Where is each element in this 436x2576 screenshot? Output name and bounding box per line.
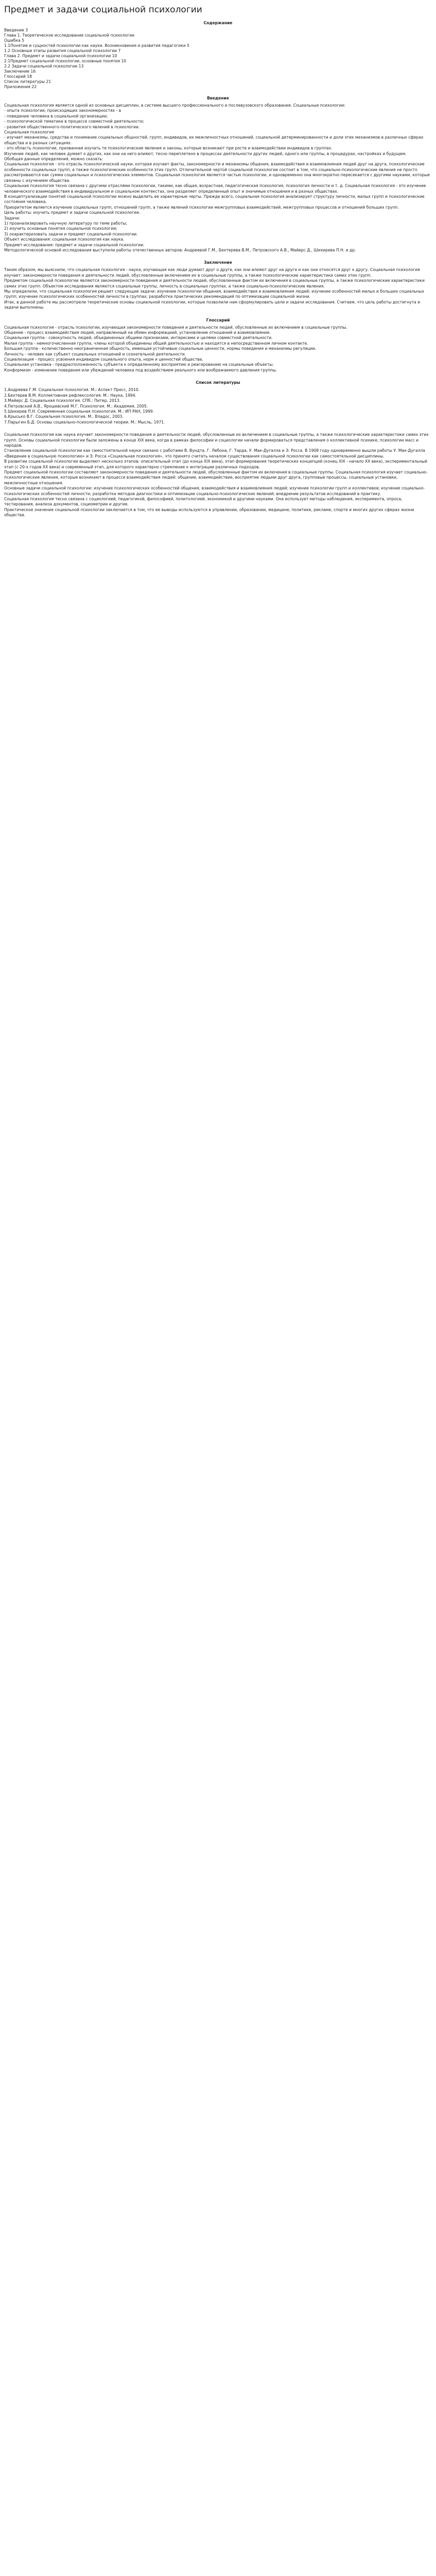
- paragraph: Социальная психология - отрасль психологии, изучающая закономерности поведения и деятельности людей, обусловленные их включением в социальные группы.: [4, 325, 347, 330]
- paragraph: Цель работы: изучить предмет и задачи социальной психологии.: [4, 210, 141, 215]
- toc-item: 1.2 Основные этапы развития социальной психологии 7: [4, 48, 121, 53]
- paragraph: 3) охарактеризовать задачи и предмет социальной психологии.: [4, 231, 138, 236]
- contents-heading: Содержание: [203, 21, 233, 25]
- paragraph: Методологической основой исследования выступили работы отечественных авторов: Андреевой Г.М., Бехтерева В.М., Петровского А.В., Майерс Д., Шихирева П.Н. и др.: [4, 247, 356, 252]
- paragraph: Социальная психология тесно связана с другими отраслями психологии, такими, как общая, возрастная, педагогическая психология, психология личности и т. д. Социальная психология - это изучение человеческого взаимодействия в индивидуальном и социальном контекстах, она разделяет определенный опыт и значимые отношения и в разных обществах.: [4, 183, 426, 194]
- paragraph: 6.Крысько В.Г. Социальная психология. М.: Владос, 2003.: [4, 414, 124, 419]
- toc-item: Ошибка 5: [4, 38, 25, 43]
- toc-item: Приложения 22: [4, 84, 37, 89]
- paragraph: - поведение человека в социальной организации;: [4, 113, 108, 118]
- paragraph: - психологической тематике в процессе совместной деятельности;: [4, 119, 144, 124]
- paragraph: - это область психологии, призванная изучать те психологические явления и законы, которые возникают при росте и взаимодействии индивидов в группах.: [4, 146, 333, 151]
- toc-item: Введение 3: [4, 28, 28, 32]
- toc-item: 2.1Предмет социальной психологии, основные понятия 10: [4, 59, 127, 63]
- paragraph: Практическое значение социальной психологии заключается в том, что ее выводы используются в управлении, образовании, медицине, политике, рекламе, спорте и многих других сферах жизни общества.: [4, 507, 414, 518]
- paragraph: 7.Парыгин Б.Д. Основы социально-психологической теории. М.: Мысль, 1971.: [4, 419, 165, 425]
- paragraph: Социальная психология является одной из основных дисциплин, в системе высшего профессионального и послевузовского образования. Социальные психологии:: [4, 103, 345, 108]
- paragraph: - опыта психологии, происходящих закономерностях - в: [4, 108, 121, 113]
- section-heading: Список литературы: [196, 380, 240, 385]
- paragraph: 1) проанализировать научную литературу по теме работы;: [4, 221, 128, 226]
- paragraph: Объект исследования: социальная психология как наука.: [4, 237, 125, 242]
- document-page: [0, 0, 436, 536]
- paragraph: Социализация - процесс усвоения индивидом социального опыта, норм и ценностей общества.: [4, 357, 203, 362]
- paragraph: Общение - процесс взаимодействия людей, направленный на обмен информацией, установление отношений и взаимовлияние.: [4, 330, 271, 335]
- section-heading: Глоссарий: [206, 317, 230, 323]
- paragraph: Конформизм - изменение поведения или убеждений человека под воздействием реального или воображаемого давления группы.: [4, 367, 277, 372]
- toc-item: 2.2 Задачи социальной психологии 13: [4, 64, 84, 69]
- paragraph: Предмет социальной психологии составляют закономерности поведения и деятельности людей, обусловленные фактом их включения в социальные группы. Социальная психология изучает социально-психологические явления, которые возникают в процессе взаимодействия людей: общение, взаимодействие, восприятие людьми друг друга, групповые процессы, социальные установки, межличностные отношения.: [4, 469, 428, 485]
- paragraph: Социальная психология тесно связана с социологией, педагогикой, философией, политологией, экономикой и другими науками. Она использует методы наблюдения, эксперимента, опроса, тестирования, анализа документов, социометрии и другие.: [4, 497, 403, 507]
- document-title: Предмет и задачи социальной психологии: [4, 5, 202, 15]
- document-section: [4, 260, 432, 310]
- document-section: [4, 380, 432, 425]
- paragraph: Мы определили, что социальная психология решает следующие задачи: изучение психологии общения, взаимодействия и взаимовлияния людей; изучение особенностей малых и больших социальных групп; изучение психологических особенностей личности в группах; разработка практических рекомендаций по оптимизации социальной жизни.: [4, 289, 425, 299]
- toc-item: Глоссарий 18: [4, 74, 32, 79]
- document-body-text: [4, 432, 432, 518]
- paragraph: Социальная группа - совокупность людей, объединенных общими признаками, интересами и целями совместной деятельности.: [4, 335, 273, 341]
- section-heading: Заключение: [204, 260, 232, 265]
- paragraph: Предмет исследования: предмет и задачи социальной психологии.: [4, 242, 145, 247]
- paragraph: Малая группа - немногочисленная группа, члены которой объединены общей деятельностью и находятся в непосредственном личном контакте.: [4, 341, 308, 346]
- paragraph: Личность - человек как субъект социальных отношений и сознательной деятельности.: [4, 351, 186, 357]
- paragraph: 1.Андреева Г.М. Социальная психология. М.: Аспект Пресс, 2010.: [4, 387, 139, 393]
- paragraph: В концептуализации понятий социальной психологии можно выделить ее характерные черты. Прежде всего, социальная психология анализирует структуру личности, малых групп и психологические состояния человека.: [4, 194, 425, 205]
- paragraph: Социальная установка - предрасположенность субъекта к определенному восприятию и реагированию на социальные объекты.: [4, 362, 274, 367]
- paragraph: 4.Петровский А.В., Ярошевский М.Г. Психология. М.: Академия, 2005.: [4, 403, 148, 409]
- paragraph: Приоритетом является изучение социальных групп, отношений групп, а также явлений психологии межгрупповых взаимодействий, межгрупповых процессов и отношений больших групп.: [4, 205, 399, 210]
- paragraph: Основные задачи социальной психологии: изучение психологических особенностей общения, взаимодействия и взаимовлияния людей; изучение психологии групп и коллективов; изучение социально-психологических особенностей личности; разработка методов диагностики и оптимизации социально-психологических явлений; внедрение результатов исследований в практику.: [4, 486, 425, 496]
- toc-item: Глава 2. Предмет и задачи социальной психологии 10: [4, 54, 117, 58]
- toc-item: Глава 1. Теоретическое исследование социальной психологии: [4, 33, 135, 38]
- document-sections: [4, 96, 432, 425]
- table-of-contents: [4, 28, 432, 90]
- paragraph: 5.Шихирев П.Н. Современная социальная психология. М.: ИП РАН, 1999.: [4, 409, 154, 414]
- paragraph: Задачи:: [4, 215, 21, 221]
- paragraph: Изучение людей, как человек думает о других, как они на него влияют, тесно переплетено в процессах деятельности других людей, одного или группы, в процедурах, настройках и будущем.: [4, 151, 407, 156]
- toc-item: Список литературы 21: [4, 79, 51, 84]
- document-section: [4, 318, 432, 374]
- paragraph: Предметом социальной психологии являются закономерности поведения и деятельности людей, обусловленные фактом их включения в социальные группы, а также психологические характеристики самих этих групп. Объектом исследования являются социальные группы, личность в социальных группах, а также социально-психологические явления.: [4, 278, 425, 289]
- paragraph: - изучает механизмы, средства и понимание социальных общностей, групп, индивидов, их межличностных отношений, социальной детерминированности и доли этих механизмов в различных сферах общества и в разных ситуациях.: [4, 135, 424, 145]
- document-section: [4, 96, 432, 253]
- toc-item: Заключение 16: [4, 69, 36, 74]
- paragraph: Социальная психология - это отрасль психологической науки, которая изучает факты, закономерности и механизмы общения, взаимодействия и взаимовлияния людей друг на друга, психологические особенности социальных групп, а также психологические особенности этих групп. Отличительной чертой социальной психологии состоит в том, что социально-психологические явления не просто рассматриваются как сумма социальных и психологических элементов. Социальная психология является частью психологии, и одновременно она многократно пересекается с другими науками, которые связаны с изучением общества.: [4, 162, 430, 183]
- paragraph: 3.Майерс Д. Социальная психология. СПб.: Питер, 2013.: [4, 398, 121, 403]
- paragraph: Социальная психология: [4, 130, 54, 135]
- paragraph: 2.Бехтерев В.М. Коллективная рефлексология. М.: Наука, 1994.: [4, 393, 136, 398]
- paragraph: 2) изучить основные понятия социальной психологии;: [4, 226, 117, 231]
- paragraph: Итак, в данной работе мы рассмотрели теоретические основы социальной психологии, которые позволили нам сформулировать цели и задачи исследования. Считаем, что цель работы достигнута и задачи выполнены.: [4, 299, 421, 310]
- toc-item: 1.1Понятие и сущностей психологии как науки. Возникновения и развития педагогики 5: [4, 43, 190, 48]
- paragraph: Социальная психология как наука изучает закономерности поведения и деятельности людей, обусловленные их включением в социальные группы, а также психологические характеристики самих этих групп. Основы социальной психологии были заложены в конце XIX века, когда в рамках философии и социологии начали формироваться представления о коллективной психике, психологии масс и народов.: [4, 432, 429, 448]
- paragraph: Большая группа - количественно неограниченная общность, имеющая устойчивые социальные ценности, нормы поведения и механизмы регуляции.: [4, 346, 317, 351]
- paragraph: Становление социальной психологии как самостоятельной науки связано с работами В. Вундта, Г. Лебона, Г. Тарда, У. Мак-Дугалла и Э. Росса. В 1908 году одновременно вышли работы У. Мак-Дугалла «Введение в социальную психологию» и Э. Росса «Социальная психология», что принято считать началом существования социальной психологии как самостоятельной дисциплины.: [4, 448, 425, 459]
- section-heading: Введение: [207, 96, 229, 100]
- paragraph: Таким образом, мы выяснили, что социальная психология - наука, изучающая как люди думают друг о друге, как они влияют друг на друга и как они относятся друг к другу. Социальная психология изучает: закономерности поведения и деятельности людей, обусловленные включением их в социальные группы, а также психологические характеристики самих этих групп.: [4, 267, 420, 278]
- paragraph: Обобщая данные определения, можно сказать:: [4, 157, 103, 162]
- paragraph: - развития общественного-политического явлений в психологии.: [4, 124, 140, 129]
- paragraph: В развитии социальной психологии выделяют несколько этапов: описательный этап (до конца XIX века), этап формирования теоретических концепций (конец XIX - начало XX века), экспериментальный этап (с 20-х годов XX века) и современный этап, для которого характерно стремление к интеграции различных подходов.: [4, 459, 427, 469]
